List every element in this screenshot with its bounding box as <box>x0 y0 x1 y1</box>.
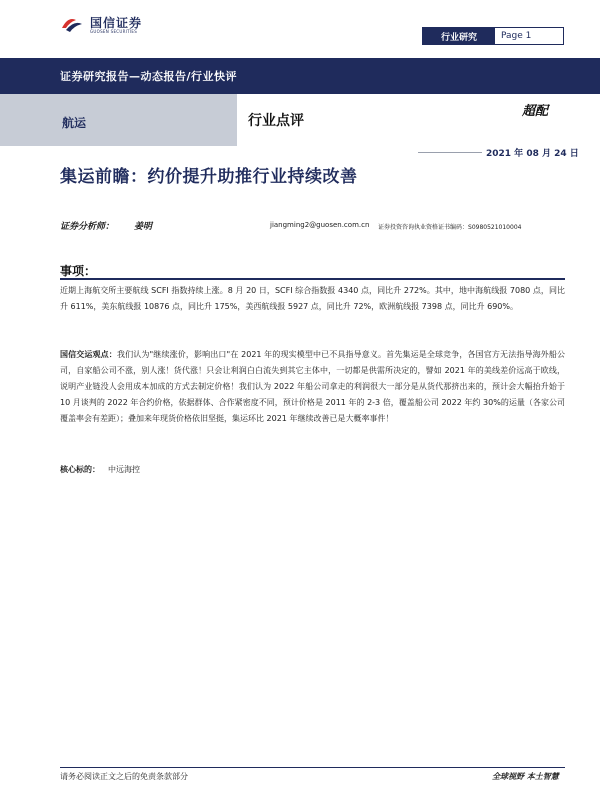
core-target-label: 核心标的： <box>60 465 100 474</box>
footer-disclaimer: 请务必阅读正文之后的免责条款部分 <box>60 772 188 781</box>
report-series-title: 证券研究报告—动态报告/行业快评 <box>60 70 238 83</box>
analyst-label: 证券分析师： <box>60 222 115 232</box>
core-target <box>60 462 140 478</box>
guosen-logo-icon <box>60 14 84 34</box>
sector-name: 航运 <box>62 116 87 130</box>
section-heading: 事项： <box>60 264 97 278</box>
certificate-label: 证券投资咨询执业资格证书编码： <box>378 224 469 231</box>
logo-text-en: GUOSEN SECURITIES <box>90 29 138 34</box>
page-title: 集运前瞻：约价提升助推行业持续改善 <box>60 167 358 187</box>
analyst-name: 姜明 <box>134 222 153 232</box>
sector-block <box>0 94 237 146</box>
footer-slogan: 全球视野 本土智慧 <box>492 772 559 781</box>
certificate-info <box>378 222 521 231</box>
analyst-email[interactable]: jiangming2@guosen.com.cn <box>270 221 370 229</box>
section-divider <box>60 278 565 280</box>
report-type: 行业点评 <box>248 113 304 129</box>
paragraph-viewpoint <box>60 347 565 427</box>
logo-text-cn: 国信证券 <box>90 16 143 30</box>
viewpoint-text: 我们认为"继续涨价，影响出口"在 2021 年的现实模型中已不具指导意义。首先集运是全球竞争，各国官方无法指导海外船公司，自家船公司不涨，别人涨！货代涨！只会让利润白白流失到其它主体中，一切都是供需所决定的，譬如 2021 年的美线差价远高于欧线，说明产业链没人会用成本加成的方式去制定价格！我们认为 2022 年船公司拿走的利润很大一部分是从货代那挤出来的，预计会大幅抬升始于 10 月谈判的 2022 年合约价格，依据群体、合作紧密度不同，预计价格是 2011 年的 2-3 倍，覆盖船公司 2022 年约 30%的运量（各家公司覆盖率会有差距）；叠加来年现货价格依旧坚挺，集运环比 2021 年继续改善已是大概率事件！ <box>60 350 566 423</box>
paragraph-market-data: 近期上海航交所主要航线 SCFI 指数持续上涨。8 月 20 日，SCFI 综合指数报 4340 点，同比升 272%。其中，地中海航线报 7080 点，同比升 611%，美东航线报 10876 点，同比升 175%，美西航线报 5927 点，同比升 72%，欧洲航线报 7398 点，同比升 690%。 <box>60 286 565 311</box>
core-target-value: 中远海控 <box>108 465 140 474</box>
footer-divider <box>60 767 565 768</box>
certificate-number: S0980521010004 <box>468 224 522 231</box>
category-tag: 行业研究 <box>423 28 495 44</box>
rating-badge: 超配 <box>522 104 549 119</box>
report-date: 2021 年 08 月 24 日 <box>482 146 579 159</box>
viewpoint-label: 国信交运观点： <box>60 350 117 359</box>
page-number: Page 1 <box>501 31 532 41</box>
page-tag <box>422 27 564 45</box>
